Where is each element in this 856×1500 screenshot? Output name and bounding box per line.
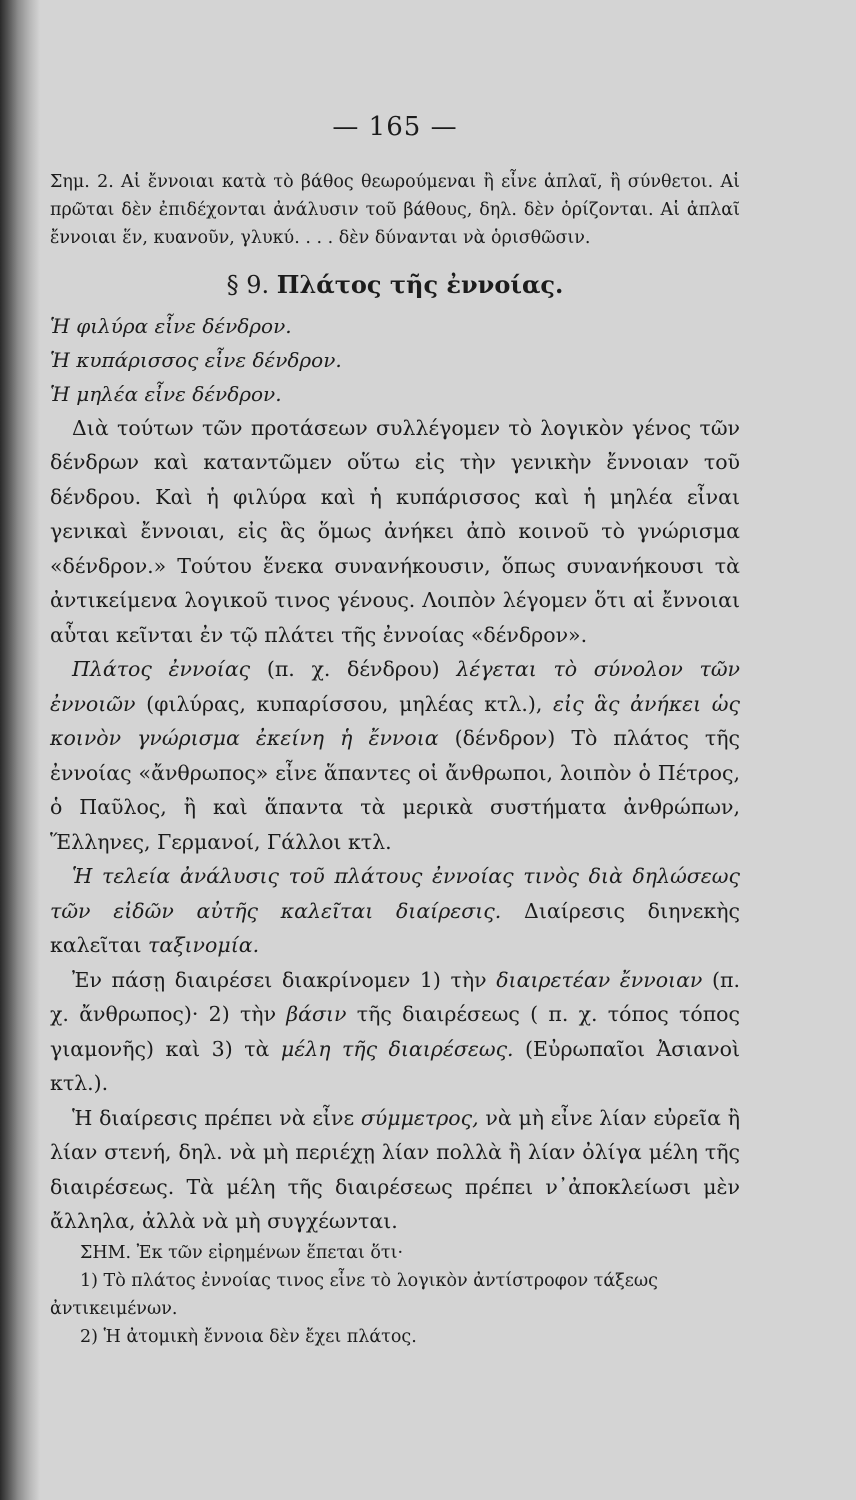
book-gutter-shadow [0, 0, 40, 1500]
paragraph-5 [50, 1101, 740, 1239]
text-run: (Εὐρωπαῖοι Ἀσιανοὶ κτλ.). [50, 1036, 740, 1095]
paragraph-2 [50, 652, 740, 859]
text-run: Ἡ διαίρεσις πρέπει νὰ εἶνε [72, 1105, 361, 1130]
page-number: — 165 — [332, 112, 458, 142]
remarks-block [50, 1239, 740, 1351]
text-run: τῆς διαιρέσεως ( π. χ. τόπος τόπος γιαμονῆς) καὶ 3) τὰ [50, 1002, 740, 1061]
remarks-intro: ΣΗΜ. Ἐκ τῶν εἰρημένων ἕπεται ὅτι· [80, 1242, 404, 1263]
text-run: (π. χ. ἄνθρωπος)· 2) τὴν [50, 967, 740, 1026]
text-run: νὰ μὴ εἶνε λίαν εὐρεῖα ἢ λίαν στενή, δηλ. νὰ μὴ περιέχῃ λίαν πολλὰ ἢ λίαν ὀλίγα μέλη τῆς διαιρέσεως. Τὰ μέλη τῆς διαιρέσεως πρέπει ν᾽ἀποκλείωσι μὲν ἄλληλα, ἀλλὰ νὰ μὴ συγχέωνται. [50, 1105, 740, 1233]
example-line: Ἡ φιλύρα εἶνε δένδρον. [50, 313, 292, 338]
remark-item: 1) Τὸ πλάτος ἐννοίας τινος εἶνε τὸ λογικὸν ἀντίστροφον τάξεως ἀντικειμένων. [50, 1270, 658, 1319]
section-title: Πλάτος τῆς ἐννοίας. [276, 269, 564, 299]
text-run-italic: σύμμετρος, [360, 1105, 479, 1130]
paragraph-4 [50, 963, 740, 1101]
text-run-italic: Ἡ τελεία ἀνάλυσις τοῦ πλάτους ἐννοίας τινὸς διὰ δηλώσεως τῶν εἰδῶν αὐτῆς καλεῖται διαίρεσις. [50, 864, 740, 923]
text-run-italic: βάσιν [286, 1002, 347, 1026]
text-run-italic: εἰς ἃς ἀνήκει ὡς κοινὸν γνώρισμα ἐκείνη ἡ ἔννοια [50, 691, 740, 750]
text-run-italic: διαιρετέαν ἔννοιαν [496, 967, 703, 992]
main-text [50, 309, 740, 1239]
text-run: (δένδρον) Τὸ πλάτος τῆς ἐννοίας «ἄνθρωπος» εἶνε ἅπαντες οἱ ἄνθρωποι, λοιπὸν ὁ Πέτρος, ὁ Παῦλος, ἢ καὶ ἅπαντα τὰ μερικὰ συστήματα ἀνθρώπων, Ἕλληνες, Γερμανοί, Γάλλοι κτλ. [50, 726, 740, 854]
paragraph-3 [50, 859, 740, 963]
text-run: (φιλύρας, κυπαρίσσου, μηλέας κτλ.), [135, 691, 554, 716]
text-run-italic: ταξινομία. [148, 933, 260, 957]
example-line: Ἡ μηλέα εἶνε δένδρον. [50, 381, 282, 406]
section-number: § 9. [226, 270, 270, 299]
paragraph-1: Διὰ τούτων τῶν προτάσεων συλλέγομεν τὸ λογικὸν γένος τῶν δένδρων καὶ καταντῶμεν οὕτω εἰς τὴν γενικὴν ἔννοιαν τοῦ δένδρου. Καὶ ἡ φιλύρα καὶ ἡ κυπάρισσος καὶ ἡ μηλέα εἶναι γενικαὶ ἔννοιαι, εἰς ἃς ὅμως ἀνήκει ἀπὸ κοινοῦ τὸ γνώρισμα «δένδρον.» Τούτου ἕνεκα συνανήκουσιν, ὅπως συνανήκουσι τὰ ἀντικείμενα λογικοῦ τινος γένους. Λοιπὸν λέγομεν ὅτι αἱ ἔννοιαι αὗται κεῖνται ἐν τῷ πλάτει τῆς ἐννοίας «δένδρον». [50, 415, 740, 647]
example-line: Ἡ κυπάρισσος εἶνε δένδρον. [50, 347, 342, 372]
book-page [50, 112, 740, 1351]
text-run: Ἐν πάσῃ διαιρέσει διακρίνομεν 1) τὴν [72, 967, 497, 992]
remark-item: 2) Ἡ ἀτομικὴ ἔννοια δὲν ἔχει πλάτος. [80, 1326, 417, 1347]
text-run-italic: λέγεται τὸ σύνολον τῶν ἐννοιῶν [50, 657, 741, 716]
note-paragraph: Σημ. 2. Αἱ ἔννοιαι κατὰ τὸ βάθος θεωρούμεναι ἢ εἶνε ἁπλαῖ, ἢ σύνθετοι. Αἱ πρῶται δὲν ἐπιδέχονται ἀνάλυσιν τοῦ βάθους, δηλ. δὲν ὁρίζονται. Αἱ ἁπλαῖ ἔννοιαι ἕν, κυανοῦν, γλυκύ. . . . δὲν δύνανται νὰ ὁρισθῶσιν. [50, 172, 740, 248]
term-definition: Πλάτος ἐννοίας [72, 657, 251, 681]
text-run-italic: μέλη τῆς διαιρέσεως. [280, 1036, 514, 1061]
section-heading [50, 270, 740, 299]
text-run: Διαίρεσις διηνεκὴς καλεῖται [50, 898, 741, 957]
text-run: (π. χ. δένδρου) [250, 657, 457, 681]
